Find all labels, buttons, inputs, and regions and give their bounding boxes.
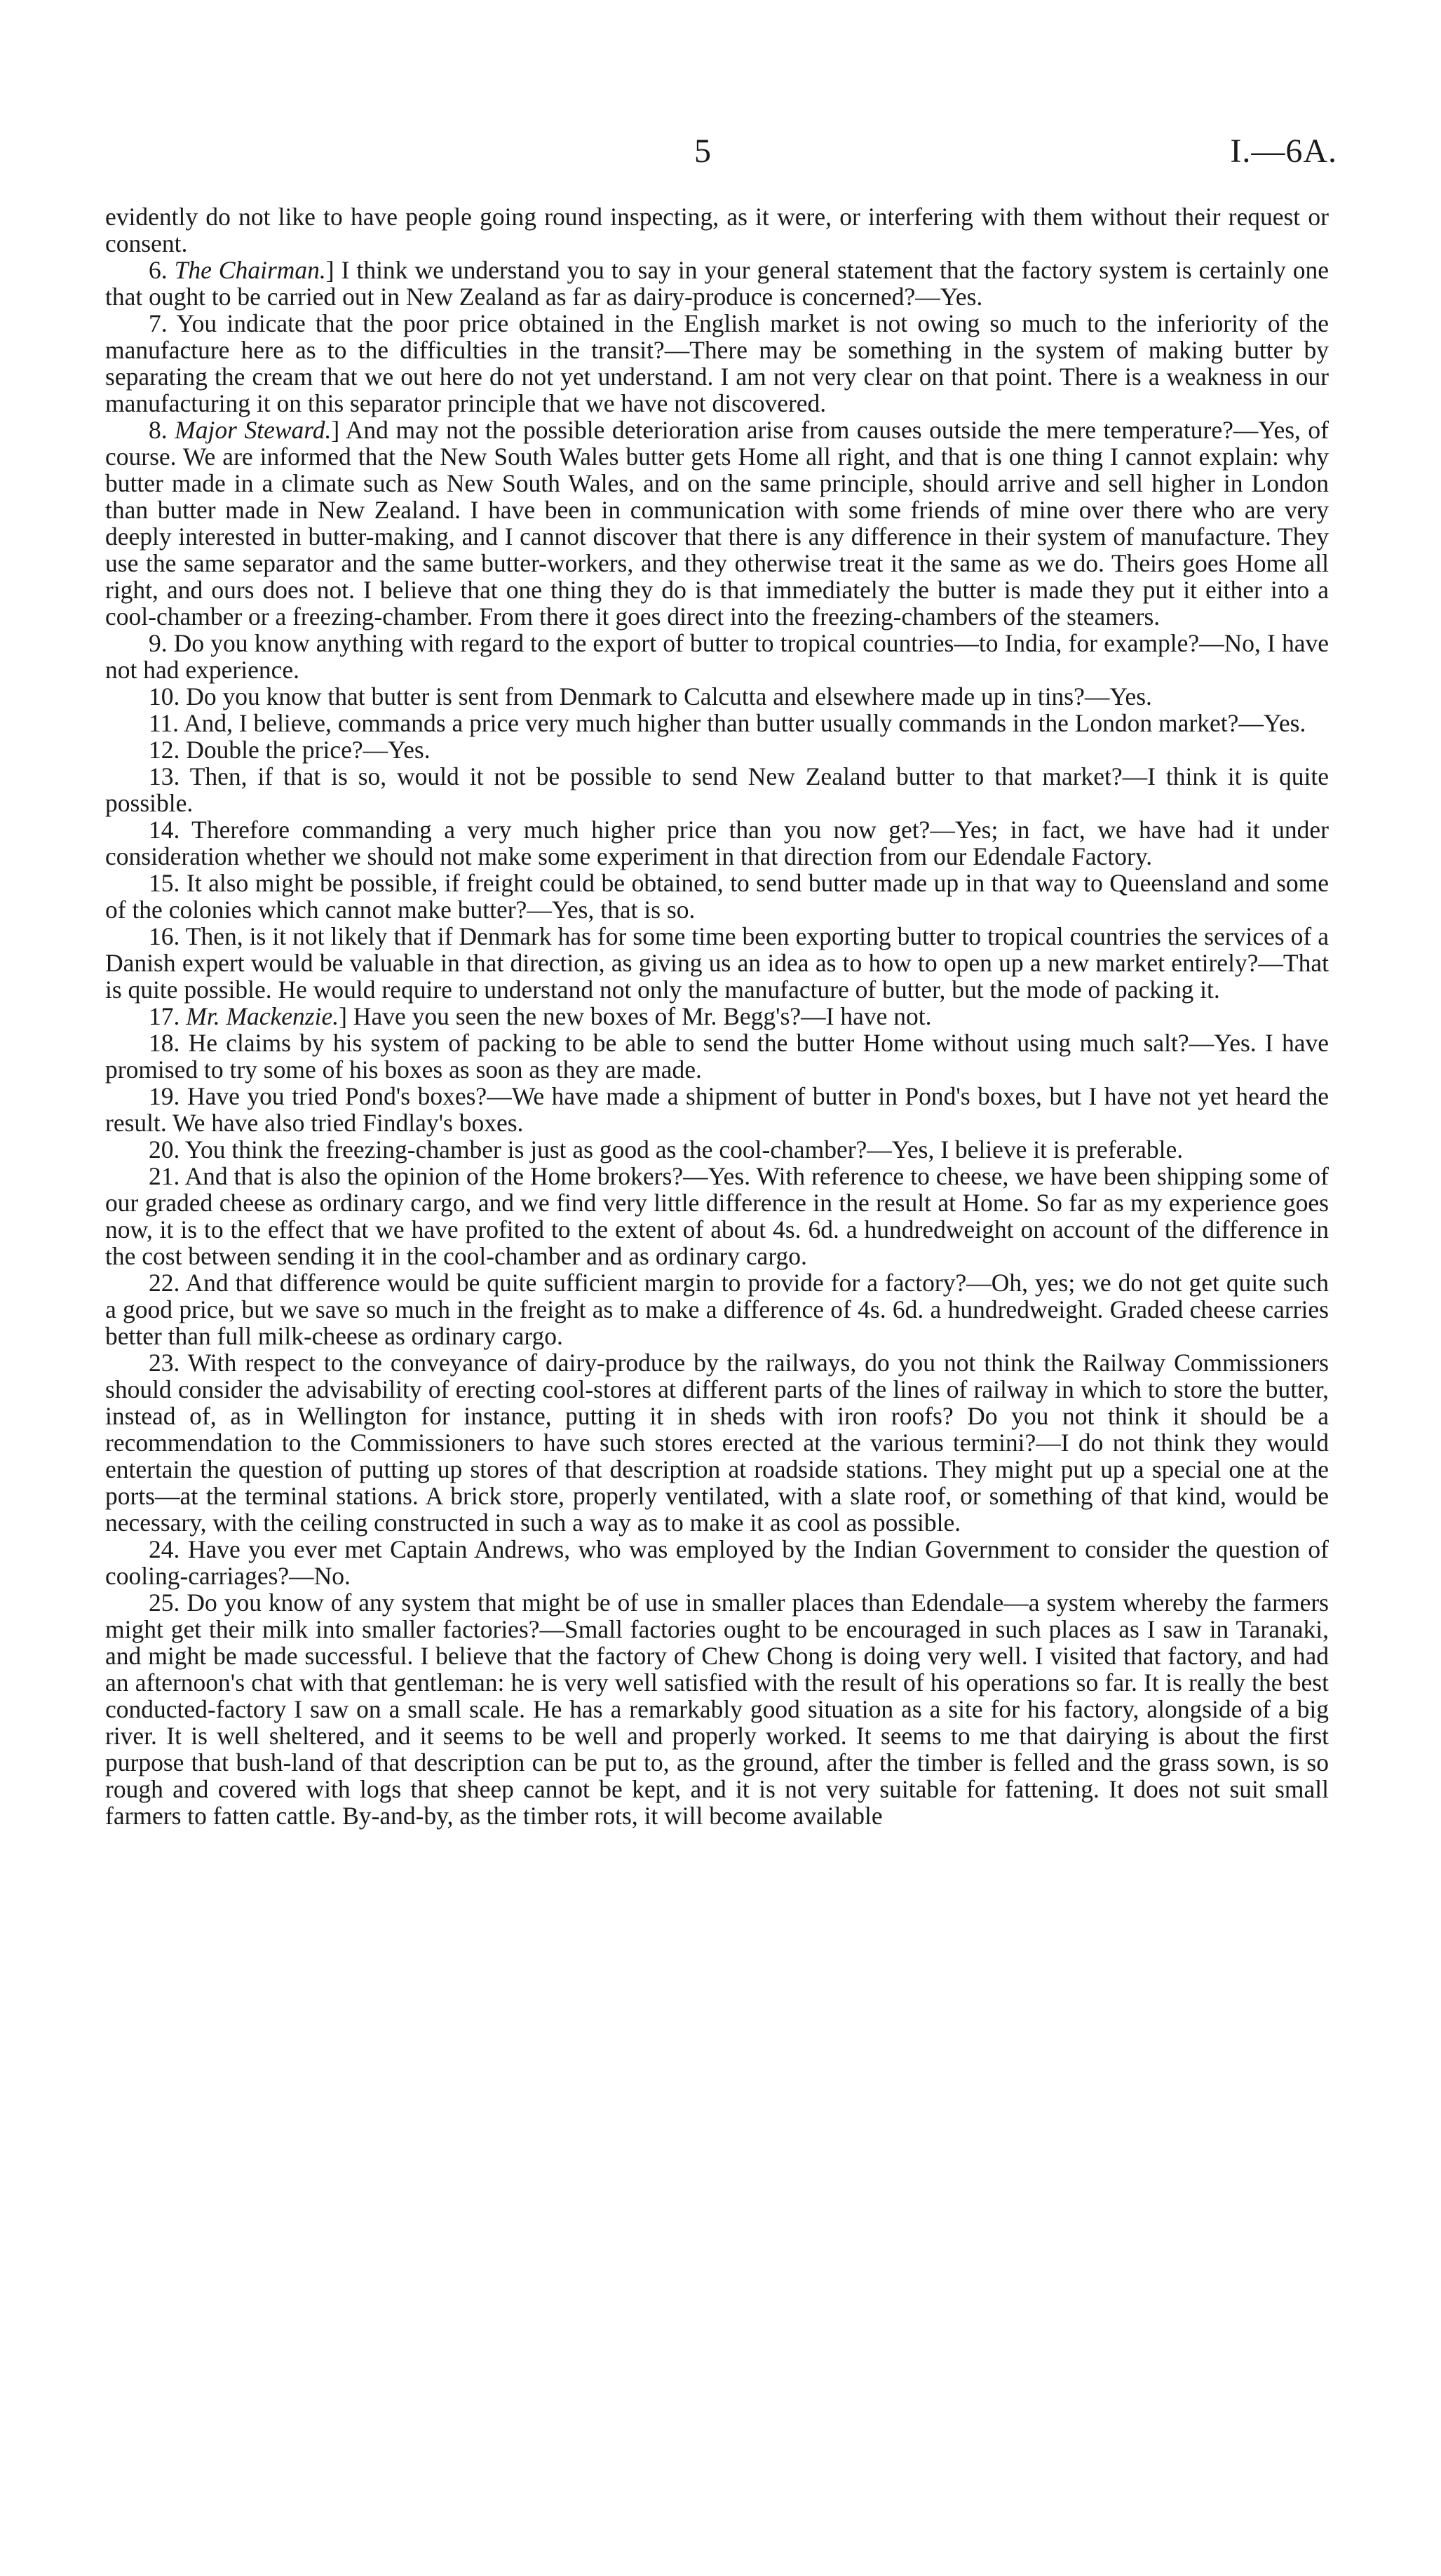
question-20: 20. You think the freezing-chamber is just as good as the cool-chamber?—Yes, I believe it is preferable. [149, 1135, 1184, 1164]
question-12: 12. Double the price?—Yes. [149, 736, 431, 764]
question-15: 15. It also might be possible, if freight could be obtained, to send butter made up in that way to Queensland and some of the colonies which cannot make butter?—Yes, that is so. [105, 869, 1329, 924]
question-10: 10. Do you know that butter is sent from Denmark to Calcutta and elsewhere made up in tins?—Yes. [149, 682, 1152, 710]
question-19: 19. Have you tried Pond's boxes?—We have made a shipment of butter in Pond's boxes, but I have not yet heard the result. We have also tried Findlay's boxes. [105, 1082, 1329, 1137]
question-25: 25. Do you know of any system that might be of use in smaller places than Edendale—a system whereby the farmers might get their milk into smaller factories?—Small factories ought to be encouraged in such places as I saw in Taranaki, and might be made successful. I believe that the factory of Chew Chong is doing very well. I visited that factory, and had an afternoon's chat with that gentleman: he is very well satisfied with the result of his operations so far. It is really the best conducted-factory I saw on a small scale. He has a remarkably good situation as a site for his factory, alongside of a big river. It is well sheltered, and it seems to be well and properly worked. It seems to me that dairying is about the first purpose that bush-land of that description can be put to, as the ground, after the timber is felled and the grass sown, is so rough and covered with logs that sheep cannot be kept, and it is not very suitable for fattening. It does not suit small farmers to fatten cattle. By-and-by, as the timber rots, it will become available [105, 1589, 1329, 1830]
question-23: 23. With respect to the conveyance of dairy-produce by the railways, do you not think the Railway Commissioners should consider the advisability of erecting cool-stores at different parts of the lines of railway in which to store the butter, instead of, as in Wellington for instance, putting it in sheds with iron roofs? Do you not think it should be a recommendation to the Commissioners to have such stores erected at the various termini?—I do not think they would entertain the question of putting up stores of that description at roadside stations. They might put up a special one at the ports—at the terminal stations. A brick store, properly ventilated, with a slate roof, or something of that kind, would be necessary, with the ceiling constructed in such a way as to make it as cool as possible. [105, 1349, 1329, 1537]
speaker-name: Mr. Mackenzie. [186, 1002, 339, 1030]
document-body [105, 203, 1329, 1829]
speaker-name: The Chairman. [174, 256, 326, 284]
question-17: 17. Mr. Mackenzie.] Have you seen the new boxes of Mr. Begg's?—I have not. [149, 1002, 932, 1030]
question-11: 11. And, I believe, commands a price very much higher than butter usually commands in the London market?—Yes. [149, 709, 1306, 737]
question-22: 22. And that difference would be quite sufficient margin to provide for a factory?—Oh, yes; we do not get quite such a good price, but we save so much in the freight as to make a difference of 4s. 6d. a hundredweight. Graded cheese carries better than full milk-cheese as ordinary cargo. [105, 1269, 1329, 1350]
page-number: 5 [694, 133, 711, 170]
speaker-name: Major Steward. [175, 416, 332, 444]
question-13: 13. Then, if that is so, would it not be possible to send New Zealand butter to that market?—I think it is quite possible. [105, 762, 1329, 817]
question-14: 14. Therefore commanding a very much higher price than you now get?—Yes; in fact, we have had it under consideration whether we should not make some experiment in that direction from our Edendale Factory. [105, 816, 1329, 870]
question-6: 6. The Chairman.] I think we understand you to say in your general statement that the factory system is certainly one that ought to be carried out in New Zealand as far as dairy-produce is concerned?—Yes. [105, 256, 1329, 311]
question-9: 9. Do you know anything with regard to the export of butter to tropical countries—to India, for example?—No, I have not had experience. [105, 629, 1329, 684]
question-24: 24. Have you ever met Captain Andrews, who was employed by the Indian Government to consider the question of cooling-carriages?—No. [105, 1535, 1329, 1590]
question-16: 16. Then, is it not likely that if Denmark has for some time been exporting butter to tropical countries the services of a Danish expert would be valuable in that direction, as giving us an idea as to how to open up a new market entirely?—That is quite possible. He would require to understand not only the manufacture of butter, but the mode of packing it. [105, 922, 1329, 1004]
paragraph-continuation: evidently do not like to have people going round inspecting, as it were, or interfering with them without their request or consent. [105, 203, 1329, 257]
question-8: 8. Major Steward.] And may not the possible deterioration arise from causes outside the mere temperature?—Yes, of course. We are informed that the New South Wales butter gets Home all right, and that is one thing I cannot explain: why butter made in a climate such as New South Wales, and on the same principle, should arrive and sell higher in London than butter made in New Zealand. I have been in communication with some friends of mine over there who are very deeply interested in butter-making, and I cannot discover that there is any difference in their system of manufacture. They use the same separator and the same butter-workers, and they otherwise treat it the same as we do. Theirs goes Home all right, and ours does not. I believe that one thing they do is that immediately the butter is made they put it either into a cool-chamber or a freezing-chamber. From there it goes direct into the freezing-chambers of the steamers. [105, 416, 1330, 630]
question-7: 7. You indicate that the poor price obtained in the English market is not owing so much to the inferiority of the manufacture here as to the difficulties in the transit?—There may be something in the system of making butter by separating the cream that we out here do not yet understand. I am not very clear on that point. There is a weakness in our manufacturing it on this separator principle that we have not discovered. [105, 309, 1329, 417]
question-18: 18. He claims by his system of packing to be able to send the butter Home without using much salt?—Yes. I have promised to try some of his boxes as soon as they are made. [105, 1029, 1329, 1084]
document-reference: I.—6A. [1230, 133, 1337, 170]
question-21: 21. And that is also the opinion of the Home brokers?—Yes. With reference to cheese, we have been shipping some of our graded cheese as ordinary cargo, and we find very little difference in the result at Home. So far as my experience goes now, it is to the effect that we have profited to the extent of about 4s. 6d. a hundredweight on account of the difference in the cost between sending it in the cool-chamber and as ordinary cargo. [105, 1162, 1329, 1270]
